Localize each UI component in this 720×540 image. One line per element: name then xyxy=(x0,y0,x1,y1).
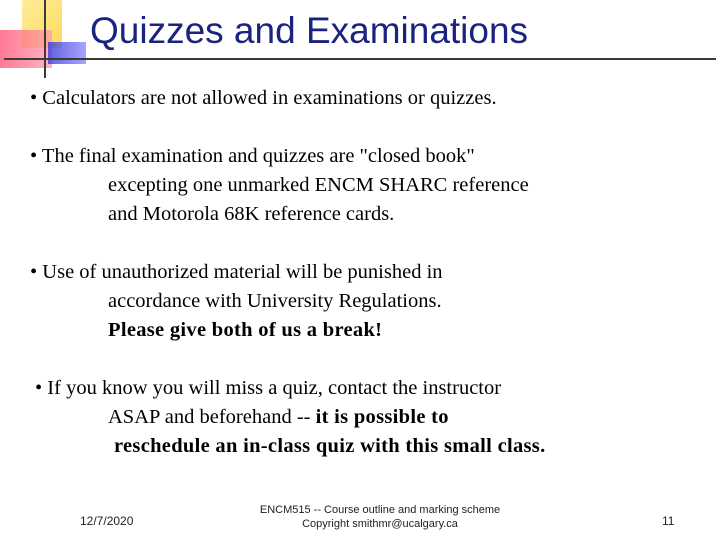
bullet-list xyxy=(30,84,710,490)
bullet-line: excepting one unmarked ENCM SHARC reference xyxy=(108,174,529,196)
bullet-line: and Motorola 68K reference cards. xyxy=(108,203,395,225)
bullet-unauthorized-material xyxy=(30,258,710,345)
bullet-bold-line: reschedule an in-class quiz with this small class. xyxy=(114,435,546,457)
footer-page-number: 11 xyxy=(662,514,675,528)
decor-vertical-line xyxy=(44,0,46,78)
bullet-missed-quiz xyxy=(30,374,710,461)
bullet-closed-book xyxy=(30,142,710,229)
bullet-line: • Calculators are not allowed in examinations or quizzes. xyxy=(30,87,497,109)
bullet-line: • The final examination and quizzes are "closed book" xyxy=(30,145,475,167)
title-underline xyxy=(4,58,716,60)
footer-course-line: ENCM515 -- Course outline and marking scheme xyxy=(259,504,501,516)
decor-blue-square xyxy=(48,42,86,64)
bullet-bold-line: Please give both of us a break! xyxy=(108,319,383,341)
bullet-mixed-bold: it is possible to xyxy=(315,406,449,428)
bullet-mixed-prefix: ASAP and beforehand -- xyxy=(108,406,316,428)
footer-course-info xyxy=(200,503,560,531)
bullet-line: • If you know you will miss a quiz, contact the instructor xyxy=(35,377,502,399)
bullet-line: accordance with University Regulations. xyxy=(108,290,442,312)
footer-copyright-line: Copyright smithmr@ucalgary.ca xyxy=(302,518,458,530)
bullet-line: • Use of unauthorized material will be punished in xyxy=(30,261,443,283)
slide-title: Quizzes and Examinations xyxy=(90,10,529,51)
bullet-mixed-line xyxy=(30,403,710,432)
bullet-calculators xyxy=(30,84,710,113)
footer-date: 12/7/2020 xyxy=(80,514,134,528)
